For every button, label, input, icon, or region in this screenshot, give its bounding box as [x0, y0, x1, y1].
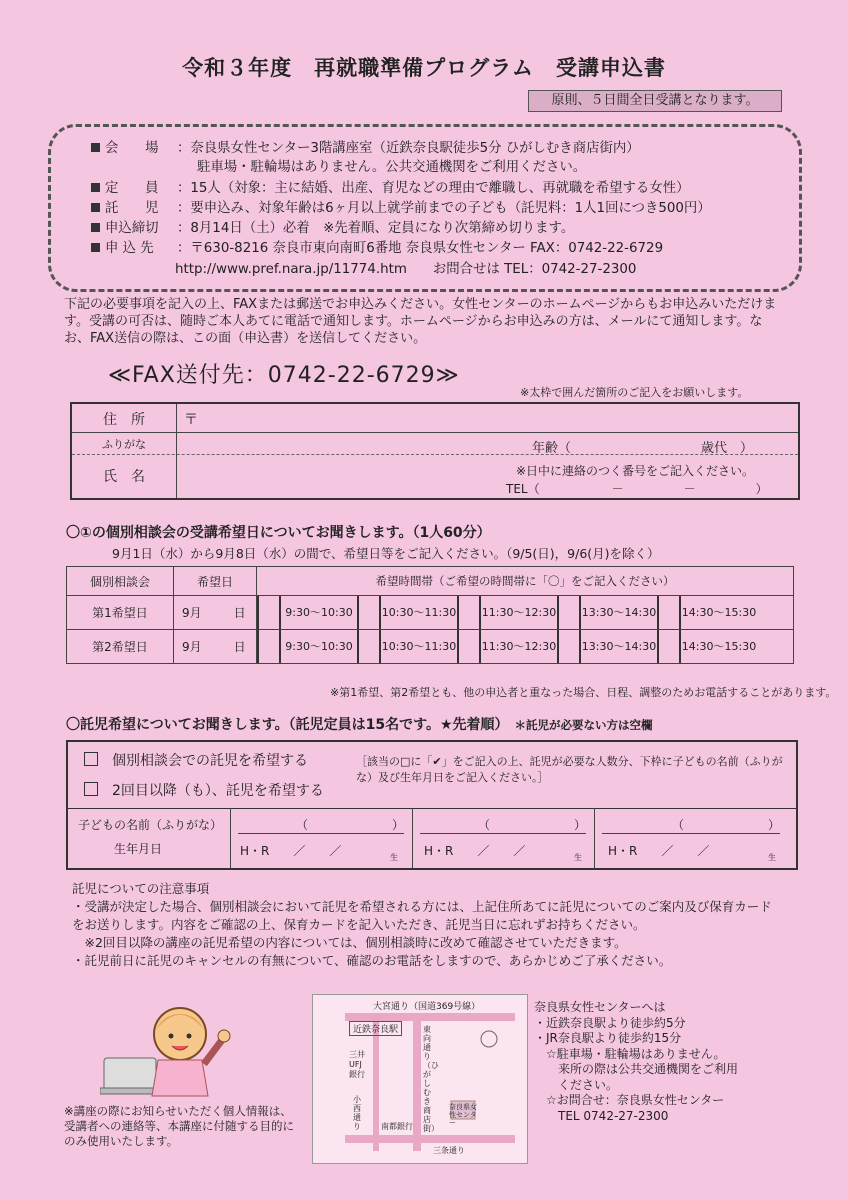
- intro-paragraph: 下記の必要事項を記入の上、FAXまたは郵送でお申込みください。女性センターのホームページからもお申込みいただけます。受講の可否は、随時ご本人あてに電話で通知します。ホームページからお申込みの方は、メールにて通知します。なお、FAX送信の際は、この面（申込書）を送信してください。: [64, 297, 777, 346]
- page-title: 令和３年度 再就職準備プログラム 受講申込書: [182, 56, 666, 80]
- map-graphic: [313, 995, 527, 1163]
- inquiry-text: お問合せは TEL：0742-27-2300: [432, 262, 637, 277]
- bullet-square-icon: [91, 143, 100, 152]
- childcare-cautions: [72, 880, 772, 970]
- child-name-input[interactable]: （ ）: [602, 816, 780, 834]
- slot-checkbox[interactable]: [657, 630, 681, 663]
- map-bank1: 三井UFJ銀行: [349, 1050, 365, 1079]
- childcare-form: 個別相談会での託児を希望する 2回目以降（も）、託児を希望する ［該当の□に「✔」をご記入の上、託児が必要な人数分、下枠に子どもの名前（ふりがな）及び生年月日をご記入ください。］ 子どもの名前（ふりがな） 生年月日 （ ） H・R ／ ／ 生 （ ） H・R ／ ／ 生 （ ） H・R ／ ／ 生: [66, 740, 798, 870]
- phone-note: ※日中に連絡のつく番号をご記入ください。: [516, 464, 755, 478]
- caution-title: 託児についての注意事項: [72, 881, 210, 896]
- childcare-option-consult[interactable]: 個別相談会での託児を希望する: [84, 750, 308, 770]
- venue-note: 駐車場・駐輪場はありません。公共交通機関をご利用ください。: [197, 160, 587, 175]
- birthdate-input[interactable]: H・R ／ ／: [424, 844, 526, 858]
- staff-illustration: [100, 1000, 250, 1100]
- consult-subtext: 9月1日（水）から9月8日（水）の間で、希望日等をご記入ください。（9/5(日)，9/6(月)を除く）: [112, 546, 660, 561]
- venue-line: 会 場 ：奈良県女性センター3階講座室（近鉄奈良駅徒歩5分 ひがしむき商店街内）: [91, 139, 640, 158]
- slot-checkbox[interactable]: [457, 596, 481, 629]
- access-map: [312, 994, 528, 1164]
- info-box: [48, 124, 802, 292]
- list-item: ※2回目以降の講座の託児希望の内容については、個別相談時に改めて確認させていただきます。: [72, 935, 627, 950]
- address-row: 住 所 〒: [72, 404, 798, 433]
- furigana-input[interactable]: [178, 433, 518, 453]
- slot-checkbox[interactable]: [457, 630, 481, 663]
- date-input[interactable]: 9月 日: [174, 630, 257, 664]
- furigana-row: ふりがな 年齢（ 歳代 ）: [72, 432, 798, 455]
- childcare-option-later[interactable]: 2回目以降（も）、託児を希望する: [84, 780, 324, 800]
- fax-destination: ≪FAX送付先：0742-22-6729≫: [108, 363, 460, 388]
- map-street: 東向通り（ひがしむき商店街）: [423, 1025, 439, 1133]
- map-bank2: 南都銀行: [381, 1122, 413, 1131]
- birthdate-label: 生年月日: [114, 842, 163, 856]
- time-slots: 9:30～10:30 10:30～11:30 11:30～12:30 13:30～14:30 14:30～15:30: [257, 596, 794, 630]
- woman-at-laptop-icon: [100, 1000, 250, 1100]
- consult-schedule-table: [66, 566, 794, 664]
- access-info: 奈良県女性センターへは ・近鉄奈良駅より徒歩約5分 ・JR奈良駅より徒歩約15分 ☆駐車場・駐輪場はありません。 来所の際は公共交通機関をご利用 ください。 ☆お問合せ：奈良県女性センター TEL 0742-27-2300: [534, 1000, 739, 1123]
- bullet-square-icon: [91, 243, 100, 252]
- birthdate-input[interactable]: H・R ／ ／: [240, 844, 342, 858]
- slot-checkbox[interactable]: [357, 596, 381, 629]
- bullet-square-icon: [91, 223, 100, 232]
- time-slots: 9:30～10:30 10:30～11:30 11:30～12:30 13:30～14:30 14:30～15:30: [257, 630, 794, 664]
- bullet-square-icon: [91, 203, 100, 212]
- consult-heading: 〇①の個別相談会の受講希望日についてお聞きします。（1人60分）: [66, 525, 491, 541]
- applicant-form: [70, 402, 800, 500]
- map-road-bottom: 三条通り: [433, 1146, 465, 1155]
- map-station: 近鉄奈良駅: [349, 1021, 402, 1036]
- apply-line: 申 込 先 ：〒630-8216 奈良市東向南町6番地 奈良県女性センター FAX：0742-22-6729: [91, 239, 663, 258]
- address-input[interactable]: [178, 406, 788, 430]
- col-header-time: 希望時間帯（ご希望の時間帯に「〇」をご記入ください）: [257, 567, 794, 596]
- childcare-line: 託 児 ：要申込み、対象年齢は6ヶ月以上就学前までの子ども（託児料：1人1回につき500円）: [91, 199, 711, 218]
- slot-checkbox[interactable]: [557, 630, 581, 663]
- row-label: 第2希望日: [67, 630, 174, 664]
- table-row: [67, 596, 794, 630]
- childcare-heading: 〇託児希望についてお聞きします。（託児定員は15名です。★先着順） ＊託児が必要ない方は空欄: [66, 717, 653, 733]
- col-header-session: 個別相談会: [67, 567, 174, 596]
- date-input[interactable]: 9月 日: [174, 596, 257, 630]
- child-name-input[interactable]: （ ）: [238, 816, 404, 834]
- phone-field[interactable]: TEL（ － － ）: [506, 482, 768, 496]
- checkbox[interactable]: [84, 752, 98, 766]
- age-field[interactable]: 年齢（ 歳代 ）: [532, 441, 754, 456]
- name-input[interactable]: [178, 458, 508, 494]
- form-note: ※太枠で囲んだ箇所のご記入をお願いします。: [520, 386, 749, 399]
- map-road-top: 大宮通り（国道369号線）: [373, 1002, 481, 1012]
- consult-note: ※第1希望、第2希望とも、他の申込者と重なった場合、日程、調整のためお電話することがあります。: [330, 686, 837, 699]
- list-item: ・託児前日に託児のキャンセルの有無について、確認のお電話をしますので、あらかじめご了承ください。: [72, 953, 672, 968]
- map-koji: 小西通り: [353, 1095, 361, 1131]
- privacy-note: ※講座の際にお知らせいただく個人情報は、受講者への連絡等、本講座に付随する目的にのみ使用いたします。: [64, 1104, 294, 1148]
- child-name-input[interactable]: （ ）: [420, 816, 586, 834]
- slot-checkbox[interactable]: [257, 596, 281, 629]
- slot-checkbox[interactable]: [557, 596, 581, 629]
- col-header-date: 希望日: [174, 567, 257, 596]
- slot-checkbox[interactable]: [357, 630, 381, 663]
- url-line: [175, 260, 636, 279]
- capacity-line: 定 員 ：15人（対象：主に結婚、出産、育児などの理由で離職し、再就職を希望する女性）: [91, 179, 690, 198]
- birthdate-input[interactable]: H・R ／ ／: [608, 844, 710, 858]
- table-row: [67, 630, 794, 664]
- map-center: 奈良県女性センター: [449, 1103, 477, 1127]
- bullet-square-icon: [91, 183, 100, 192]
- list-item: ・受講が決定した場合、個別相談会において託児を希望される方には、上記住所あてに託児についてのご案内及び保育カードをお送りします。内容をご確認の上、保育カードを記入いただき、託児当日に忘れずお持ちください。: [72, 899, 772, 932]
- child-name-label: 子どもの名前（ふりがな）: [78, 818, 223, 832]
- postal-mark: 〒: [184, 412, 198, 428]
- attendance-notice: 原則、５日間全日受講となります。: [528, 90, 782, 112]
- website-link[interactable]: http://www.pref.nara.jp/11774.htm: [175, 262, 407, 277]
- slot-checkbox[interactable]: [257, 630, 281, 663]
- name-row: 氏 名 ※日中に連絡のつく番号をご記入ください。 TEL（ － － ）: [72, 454, 798, 498]
- row-label: 第1希望日: [67, 596, 174, 630]
- checkbox[interactable]: [84, 782, 98, 796]
- childcare-instruction: ［該当の□に「✔」をご記入の上、託児が必要な人数分、下枠に子どもの名前（ふりがな）及び生年月日をご記入ください。］: [356, 755, 783, 784]
- deadline-line: 申込締切 ：8月14日（土）必着 ※先着順、定員になり次第締め切ります。: [91, 219, 574, 238]
- slot-checkbox[interactable]: [657, 596, 681, 629]
